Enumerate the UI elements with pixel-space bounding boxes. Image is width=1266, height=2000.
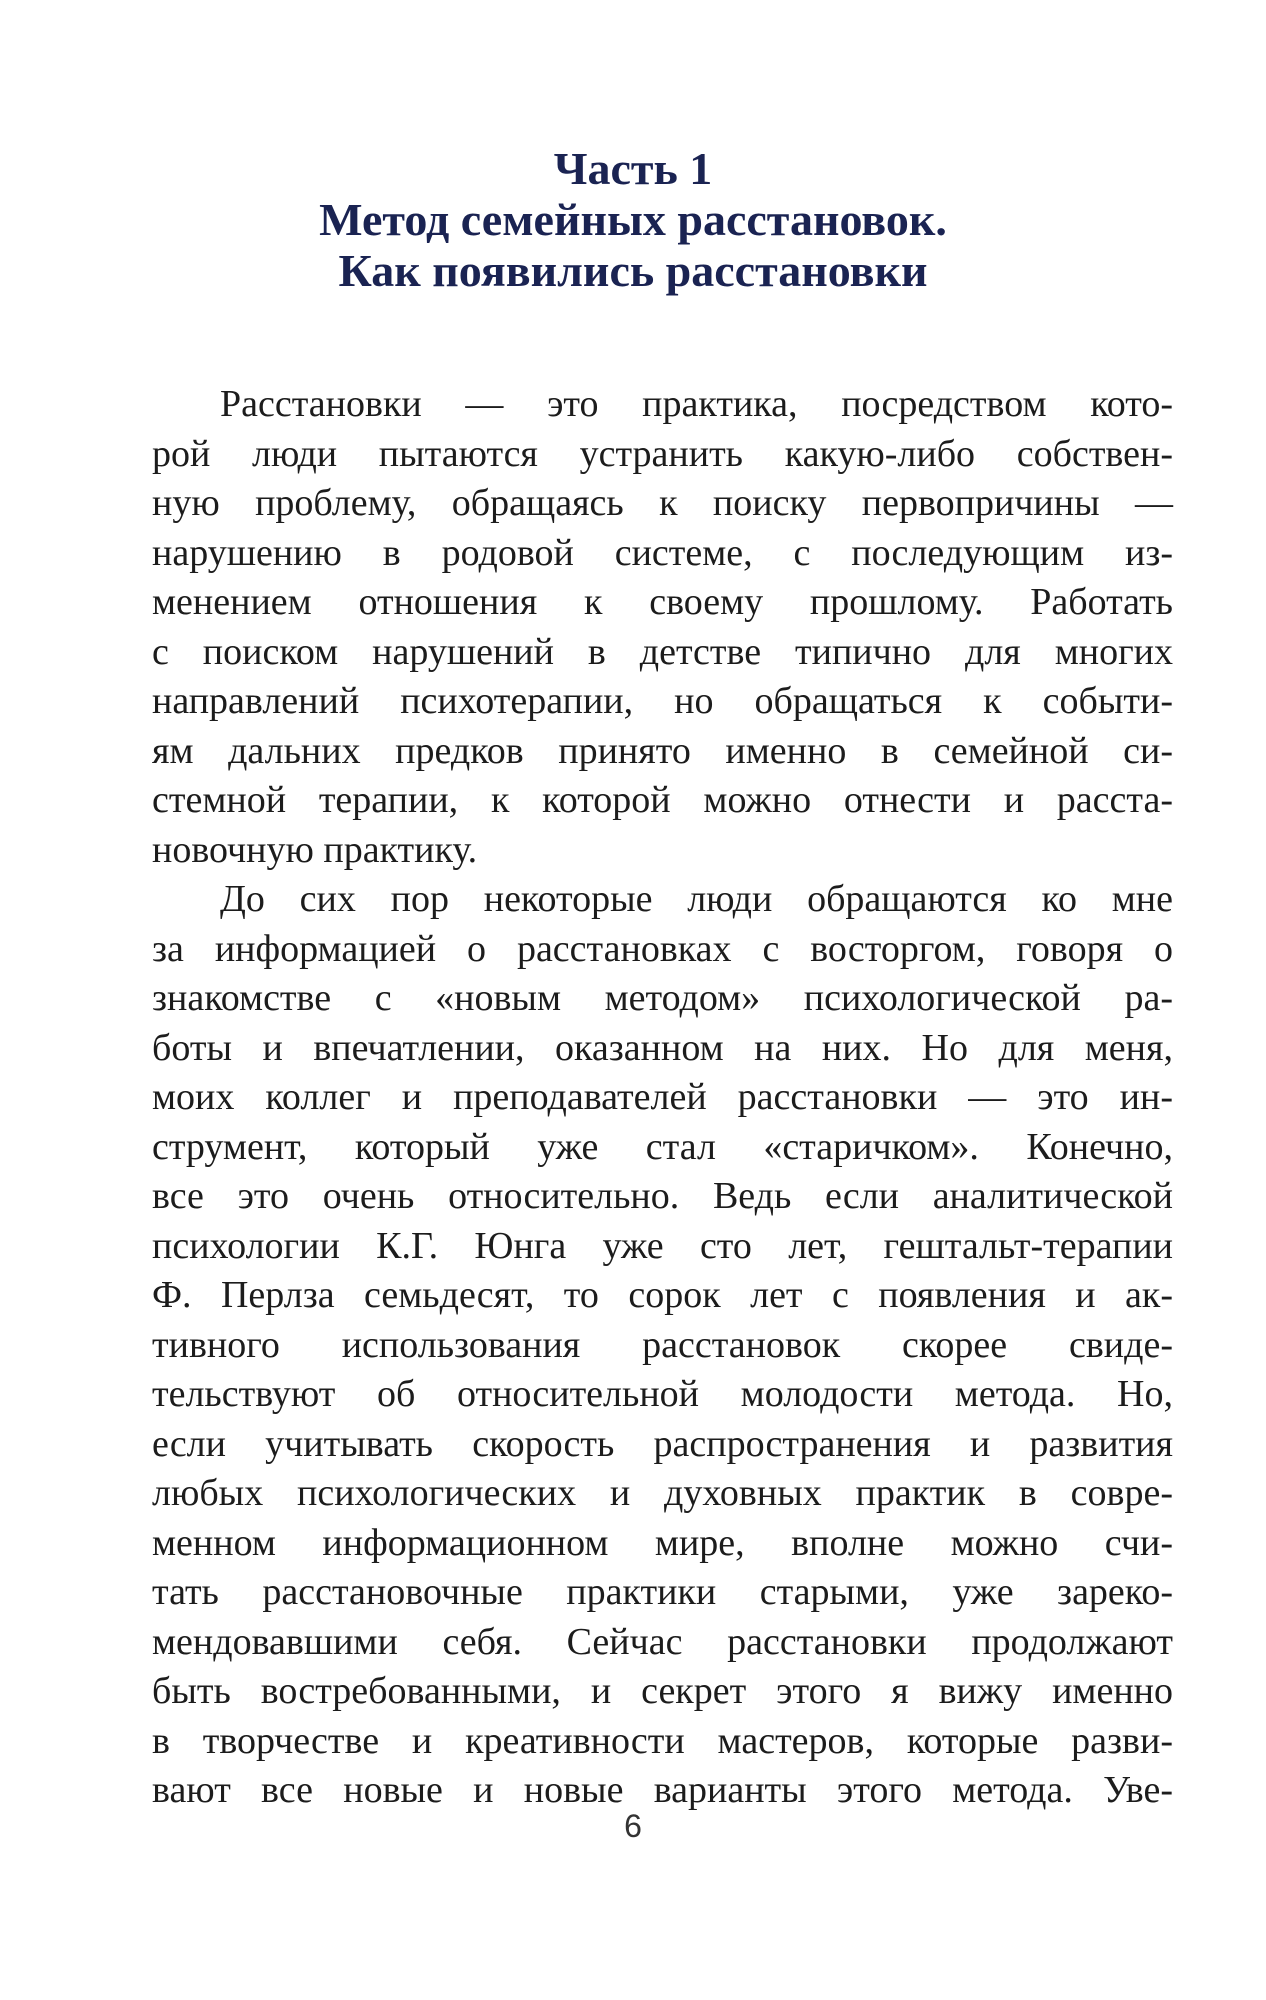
text-line: новочную практику. [152, 828, 478, 871]
text-line: тельствуют об относительной молодости метода. Но, [152, 1373, 1173, 1415]
text-line: До сих пор некоторые люди обращаются ко мне [220, 878, 1173, 920]
text-line: нарушению в родовой системе, с последующим из- [152, 531, 1173, 574]
text-line: струмент, который уже стал «старичком». Конечно, [152, 1125, 1173, 1168]
text-line: стемной терапии, к которой можно отнести и расста- [152, 779, 1173, 821]
text-line: Расстановки — это практика, посредством кото- [220, 383, 1173, 425]
text-line: ную проблему, обращаясь к поиску первопричины — [152, 482, 1173, 524]
body-text [152, 380, 1173, 1816]
chapter-heading [0, 143, 1266, 296]
text-line: тивного использования расстановок скорее свиде- [152, 1323, 1173, 1366]
page-number: 6 [624, 1808, 642, 1844]
text-line: моих коллег и преподавателей расстановки — это ин- [152, 1076, 1173, 1118]
chapter-title-line-1: Метод семейных расстановок. [319, 194, 947, 245]
text-line: менением отношения к своему прошлому. Работать [152, 581, 1173, 623]
text-line: любых психологических и духовных практик в совре- [152, 1472, 1173, 1514]
text-line: если учитывать скорость распространения и развития [152, 1422, 1173, 1465]
text-line: с поиском нарушений в детстве типично для многих [152, 630, 1173, 673]
text-line: мендовавшими себя. Сейчас расстановки продолжают [152, 1620, 1173, 1663]
text-line: знакомстве с «новым методом» психологической ра- [152, 977, 1173, 1019]
text-line: ям дальних предков принято именно в семейной си- [152, 729, 1173, 772]
text-line: психологии К.Г. Юнга уже сто лет, гештальт-терапии [152, 1224, 1173, 1267]
text-line: рой люди пытаются устранить какую-либо собствен- [152, 432, 1173, 475]
text-line: быть востребованными, и секрет этого я вижу именно [152, 1670, 1173, 1712]
text-line: все это очень относительно. Ведь если аналитической [152, 1175, 1173, 1217]
part-title: Часть 1 [553, 143, 713, 194]
text-line: Ф. Перлза семьдесят, то сорок лет с появления и ак- [152, 1274, 1173, 1316]
text-line: за информацией о расстановках с восторгом, говоря о [152, 927, 1173, 970]
text-line: боты и впечатлении, оказанном на них. Но для меня, [152, 1026, 1173, 1069]
text-line: в творчестве и креативности мастеров, которые разви- [152, 1719, 1173, 1762]
text-line: вают все новые и новые варианты этого метода. Уве- [152, 1769, 1173, 1811]
text-line: направлений психотерапии, но обращаться к событи- [152, 680, 1173, 722]
text-line: тать расстановочные практики старыми, уже зареко- [152, 1571, 1173, 1613]
text-line: менном информационном мире, вполне можно счи- [152, 1521, 1173, 1564]
chapter-title-line-2: Как появились расстановки [338, 245, 928, 296]
